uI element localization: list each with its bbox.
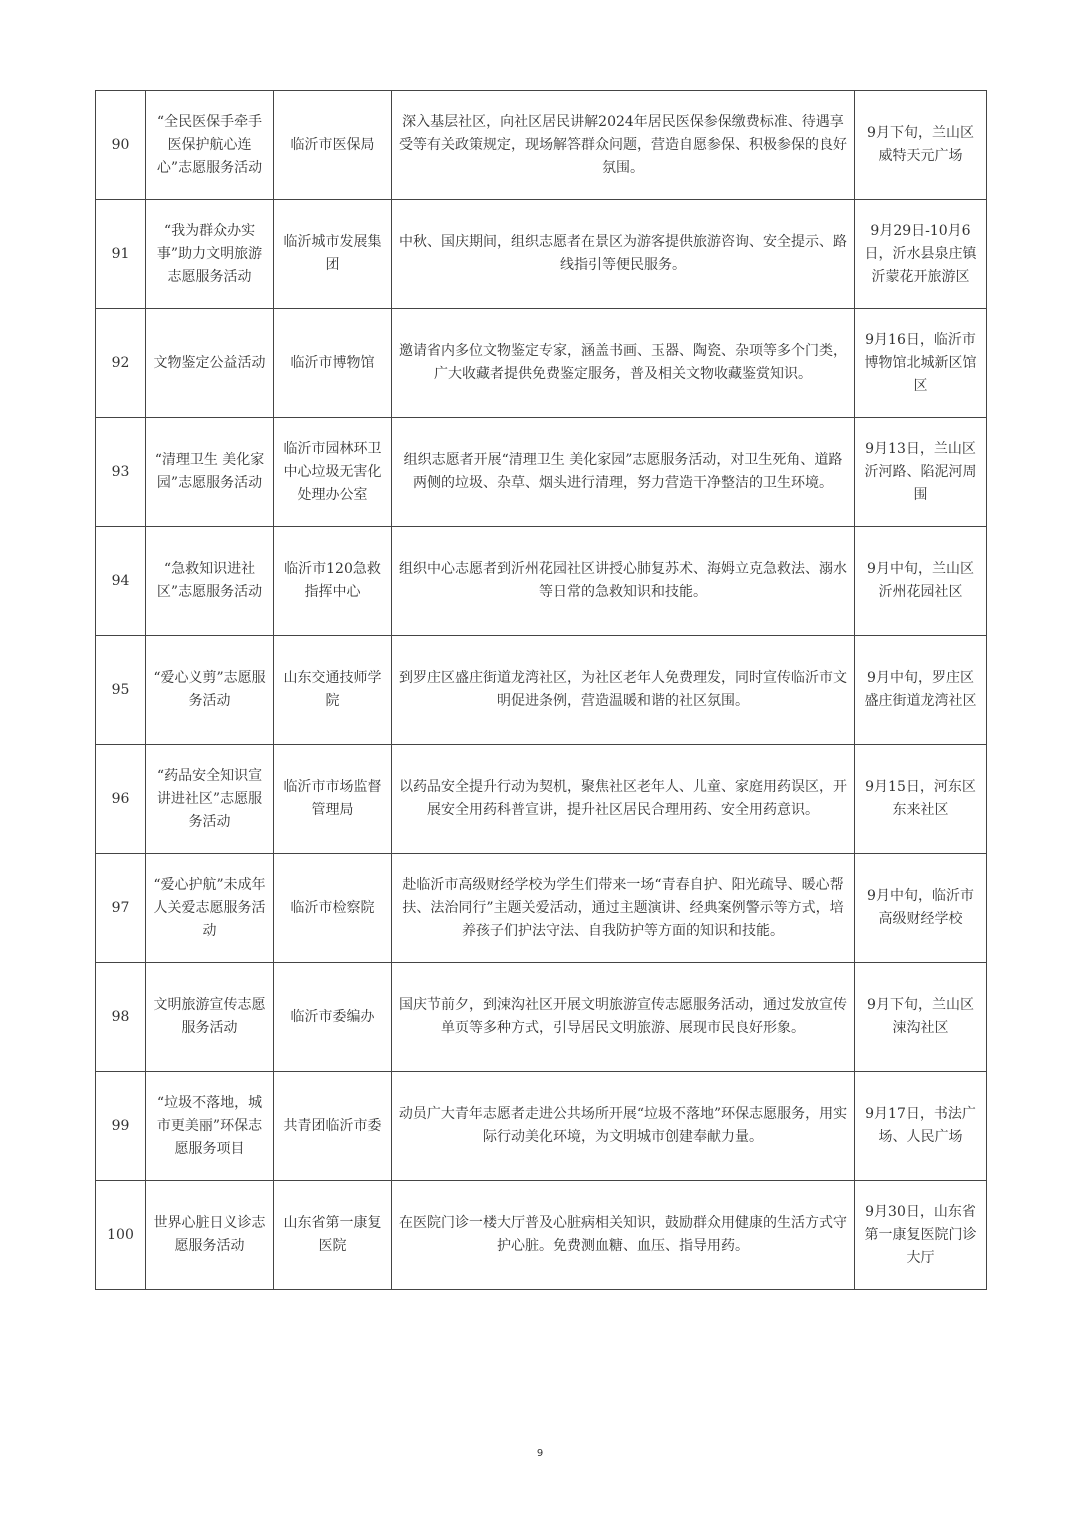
organizer: 临沂城市发展集团 (274, 200, 392, 309)
time-location: 9月下旬，兰山区涑沟社区 (855, 963, 987, 1072)
row-number: 98 (96, 963, 146, 1072)
time-location: 9月13日，兰山区沂河路、陷泥河周围 (855, 418, 987, 527)
organizer: 山东省第一康复医院 (274, 1181, 392, 1290)
organizer: 山东交通技师学院 (274, 636, 392, 745)
activity-name: “药品安全知识宣讲进社区”志愿服务活动 (146, 745, 274, 854)
activity-name: “爱心护航”未成年人关爱志愿服务活动 (146, 854, 274, 963)
row-number: 90 (96, 91, 146, 200)
table-row (96, 200, 987, 309)
activity-name: “急救知识进社区”志愿服务活动 (146, 527, 274, 636)
activity-description: 邀请省内多位文物鉴定专家，涵盖书画、玉器、陶瓷、杂项等多个门类，广大收藏者提供免费鉴定服务，普及相关文物收藏鉴赏知识。 (392, 309, 855, 418)
activity-description: 在医院门诊一楼大厅普及心脏病相关知识，鼓励群众用健康的生活方式守护心脏。免费测血糖、血压、指导用药。 (392, 1181, 855, 1290)
row-number: 92 (96, 309, 146, 418)
time-location: 9月30日，山东省第一康复医院门诊大厅 (855, 1181, 987, 1290)
row-number: 93 (96, 418, 146, 527)
row-number: 95 (96, 636, 146, 745)
table-row (96, 745, 987, 854)
table-row (96, 636, 987, 745)
activity-description: 动员广大青年志愿者走进公共场所开展“垃圾不落地”环保志愿服务，用实际行动美化环境，为文明城市创建奉献力量。 (392, 1072, 855, 1181)
table-row (96, 91, 987, 200)
time-location: 9月中旬，临沂市高级财经学校 (855, 854, 987, 963)
activity-description: 深入基层社区，向社区居民讲解2024年居民医保参保缴费标准、待遇享受等有关政策规定，现场解答群众问题，营造自愿参保、积极参保的良好氛围。 (392, 91, 855, 200)
time-location: 9月17日，书法广场、人民广场 (855, 1072, 987, 1181)
activity-name: “爱心义剪”志愿服务活动 (146, 636, 274, 745)
activity-name: “垃圾不落地，城市更美丽”环保志愿服务项目 (146, 1072, 274, 1181)
table-row (96, 309, 987, 418)
organizer: 临沂市120急救指挥中心 (274, 527, 392, 636)
table-row (96, 854, 987, 963)
activity-name: 文物鉴定公益活动 (146, 309, 274, 418)
activity-description: 以药品安全提升行动为契机，聚焦社区老年人、儿童、家庭用药误区，开展安全用药科普宣讲，提升社区居民合理用药、安全用药意识。 (392, 745, 855, 854)
time-location: 9月16日，临沂市博物馆北城新区馆区 (855, 309, 987, 418)
time-location: 9月中旬，罗庄区盛庄街道龙湾社区 (855, 636, 987, 745)
row-number: 94 (96, 527, 146, 636)
activity-description: 中秋、国庆期间，组织志愿者在景区为游客提供旅游咨询、安全提示、路线指引等便民服务。 (392, 200, 855, 309)
table-row (96, 418, 987, 527)
table-row (96, 1181, 987, 1290)
activity-description: 到罗庄区盛庄街道龙湾社区，为社区老年人免费理发，同时宣传临沂市文明促进条例，营造温暖和谐的社区氛围。 (392, 636, 855, 745)
organizer: 临沂市博物馆 (274, 309, 392, 418)
organizer: 临沂市园林环卫中心垃圾无害化处理办公室 (274, 418, 392, 527)
table-row (96, 1072, 987, 1181)
row-number: 97 (96, 854, 146, 963)
organizer: 临沂市市场监督管理局 (274, 745, 392, 854)
activity-description: 组织志愿者开展“清理卫生 美化家园”志愿服务活动，对卫生死角、道路两侧的垃圾、杂草、烟头进行清理，努力营造干净整洁的卫生环境。 (392, 418, 855, 527)
organizer: 临沂市医保局 (274, 91, 392, 200)
table-row (96, 963, 987, 1072)
activity-name: “清理卫生 美化家园”志愿服务活动 (146, 418, 274, 527)
row-number: 91 (96, 200, 146, 309)
time-location: 9月中旬，兰山区沂州花园社区 (855, 527, 987, 636)
table-row (96, 527, 987, 636)
row-number: 96 (96, 745, 146, 854)
page-number: 9 (536, 1448, 544, 1459)
activity-name: 世界心脏日义诊志愿服务活动 (146, 1181, 274, 1290)
time-location: 9月15日，河东区东来社区 (855, 745, 987, 854)
organizer: 临沂市检察院 (274, 854, 392, 963)
activity-description: 赴临沂市高级财经学校为学生们带来一场“青春自护、阳光疏导、暖心帮扶、法治同行”主题关爱活动，通过主题演讲、经典案例警示等方式，培养孩子们护法守法、自我防护等方面的知识和技能。 (392, 854, 855, 963)
row-number: 100 (96, 1181, 146, 1290)
activity-name: 文明旅游宣传志愿服务活动 (146, 963, 274, 1072)
activity-name: “全民医保手牵手 医保护航心连心”志愿服务活动 (146, 91, 274, 200)
row-number: 99 (96, 1072, 146, 1181)
organizer: 临沂市委编办 (274, 963, 392, 1072)
activity-description: 国庆节前夕，到涑沟社区开展文明旅游宣传志愿服务活动，通过发放宣传单页等多种方式，引导居民文明旅游、展现市民良好形象。 (392, 963, 855, 1072)
activity-name: “我为群众办实事”助力文明旅游志愿服务活动 (146, 200, 274, 309)
activity-table (95, 90, 987, 1290)
activity-description: 组织中心志愿者到沂州花园社区讲授心肺复苏术、海姆立克急救法、溺水等日常的急救知识和技能。 (392, 527, 855, 636)
time-location: 9月下旬，兰山区威特天元广场 (855, 91, 987, 200)
organizer: 共青团临沂市委 (274, 1072, 392, 1181)
time-location: 9月29日-10月6日，沂水县泉庄镇沂蒙花开旅游区 (855, 200, 987, 309)
